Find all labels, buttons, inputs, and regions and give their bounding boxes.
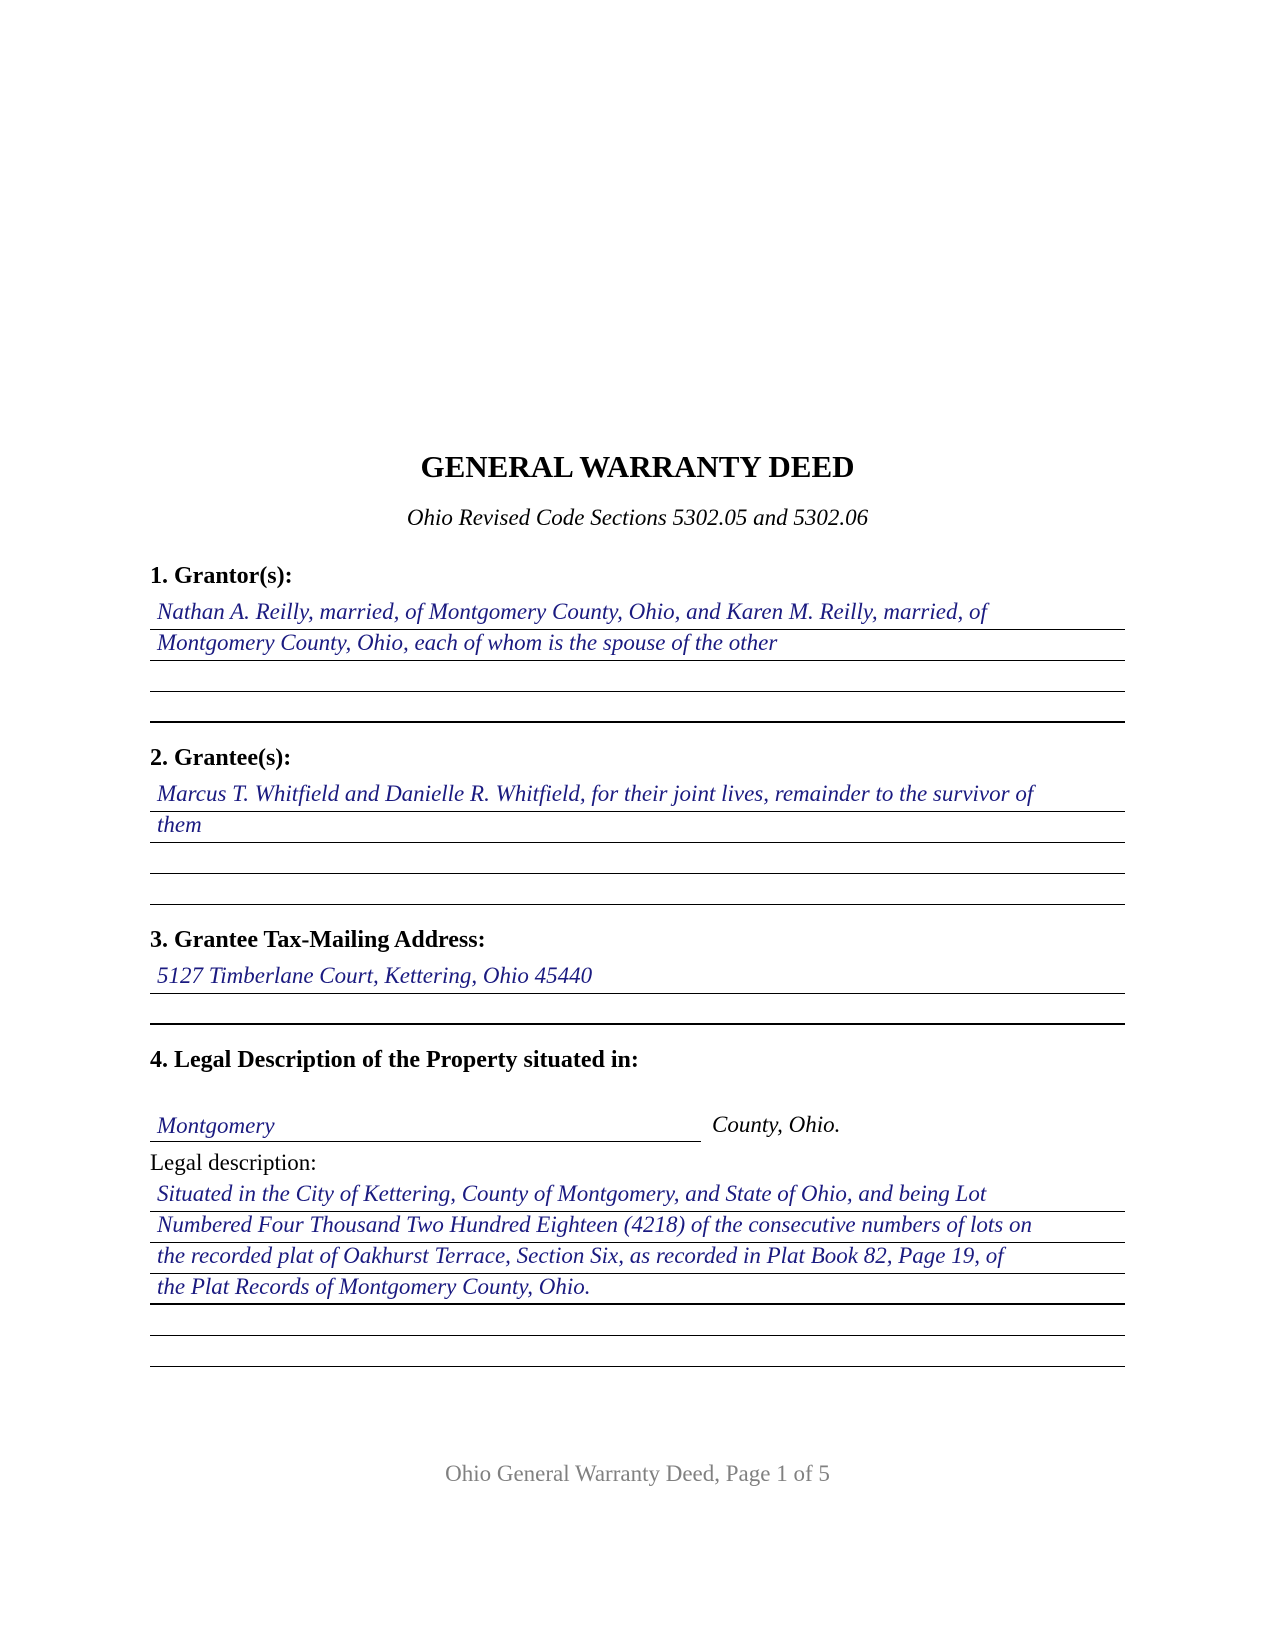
- grantor-heading: 1. Grantor(s):: [150, 563, 293, 589]
- grantee-line-4[interactable]: [150, 874, 1125, 905]
- legal-description-text-line-3: the recorded plat of Oakhurst Terrace, Section Six, as recorded in Plat Book 82, Page 19, of: [157, 1243, 1004, 1268]
- tax-address-text: 5127 Timberlane Court, Kettering, Ohio 45440: [157, 963, 593, 988]
- grantee-text-line-2: them: [157, 812, 202, 837]
- legal-description-label: Legal description:: [150, 1150, 317, 1175]
- legal-description-heading: 4. Legal Description of the Property situated in:: [150, 1047, 639, 1073]
- county-field-value: Montgomery: [157, 1113, 275, 1138]
- document-title: GENERAL WARRANTY DEED: [420, 449, 855, 484]
- legal-description-text-line-4: the Plat Records of Montgomery County, Ohio.: [157, 1274, 591, 1299]
- legal-description-line-5[interactable]: [150, 1305, 1125, 1336]
- grantor-text-line-1: Nathan A. Reilly, married, of Montgomery County, Ohio, and Karen M. Reilly, married, of: [157, 599, 987, 624]
- tax-address-heading: 3. Grantee Tax-Mailing Address:: [150, 927, 486, 953]
- legal-description-text-line-2: Numbered Four Thousand Two Hundred Eighteen (4218) of the consecutive numbers of lots on: [157, 1212, 1032, 1237]
- page-footer: Ohio General Warranty Deed, Page 1 of 5: [445, 1461, 830, 1486]
- grantor-line-3[interactable]: [150, 661, 1125, 692]
- document-subtitle: Ohio Revised Code Sections 5302.05 and 5302.06: [406, 505, 869, 530]
- grantor-line-4[interactable]: [150, 692, 1125, 723]
- grantor-text-line-2: Montgomery County, Ohio, each of whom is the spouse of the other: [157, 630, 778, 655]
- tax-address-line-2[interactable]: [150, 994, 1125, 1025]
- grantee-text-line-1: Marcus T. Whitfield and Danielle R. Whitfield, for their joint lives, remainder to the survivor of: [157, 781, 1034, 806]
- county-suffix: County, Ohio.: [712, 1112, 841, 1137]
- legal-description-line-6[interactable]: [150, 1336, 1125, 1367]
- grantee-line-2[interactable]: [150, 812, 1125, 843]
- legal-description-text-line-1: Situated in the City of Kettering, County of Montgomery, and State of Ohio, and being Lot: [157, 1181, 987, 1206]
- grantee-heading: 2. Grantee(s):: [150, 745, 292, 771]
- grantee-line-3[interactable]: [150, 843, 1125, 874]
